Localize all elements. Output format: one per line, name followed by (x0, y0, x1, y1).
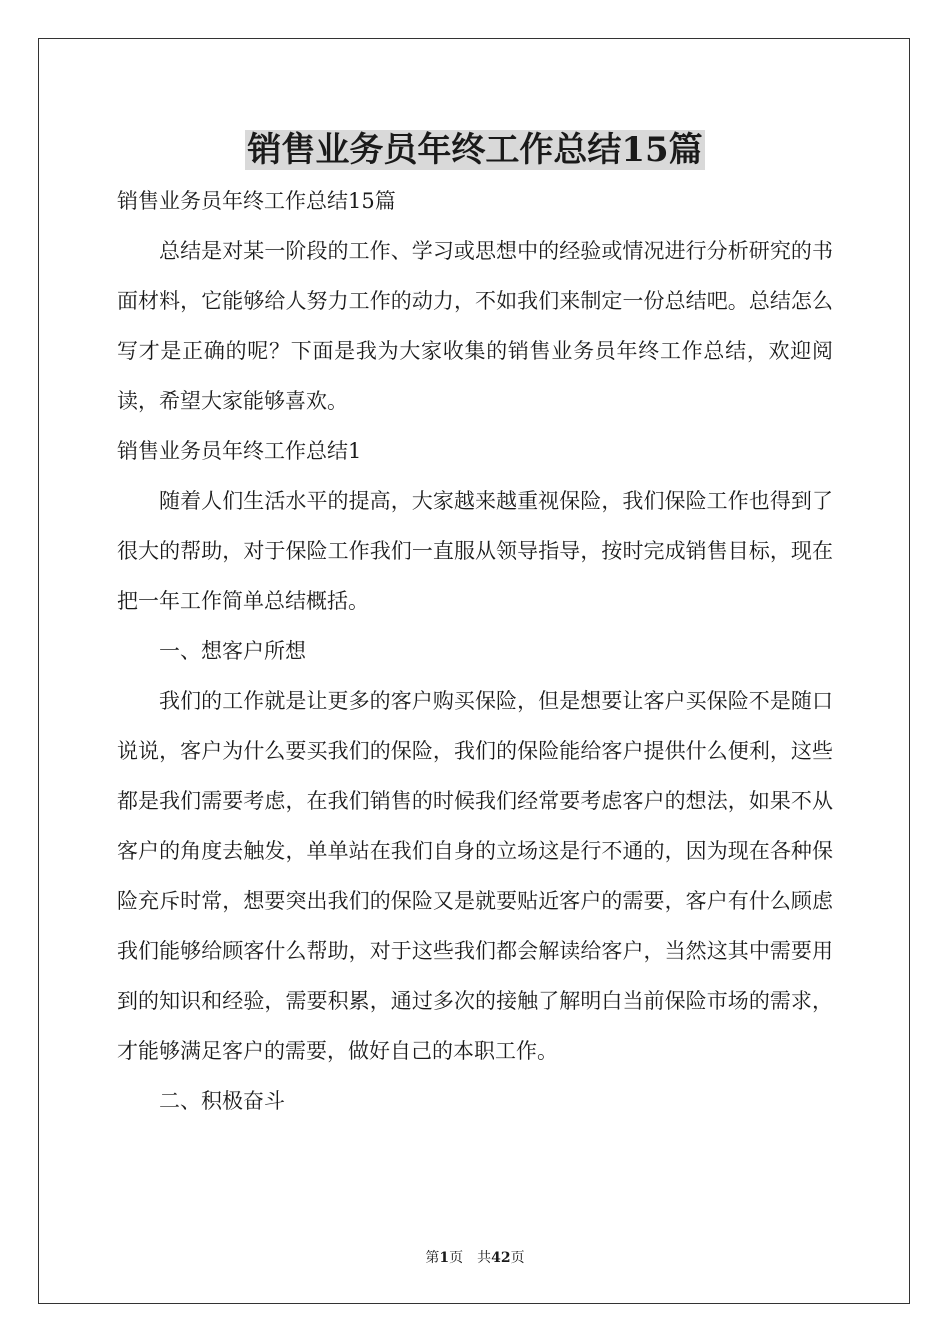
document-body (117, 176, 833, 1126)
page-label: 页 共 (449, 1250, 492, 1266)
section-title: 销售业务员年终工作总结1 (117, 439, 362, 463)
body-paragraph: 我们的工作就是让更多的客户购买保险，但是想要让客户买保险不是随口说说，客户为什么要买我们的保险，我们的保险能给客户提供什么便利，这些都是我们需要考虑，在我们销售的时候我们经常要考虑客户的想法，如果不从客户的角度去触发，单单站在我们自身的立场这是行不通的，因为现在各种保险充斥时常，想要突出我们的保险又是就要贴近客户的需要，客户有什么顾虑我们能够给顾客什么帮助，对于这些我们都会解读给客户，当然这其中需要用到的知识和经验，需要积累，通过多次的接触了解明白当前保险市场的需求，才能够满足客户的需要，做好自己的本职工作。 (117, 689, 833, 1063)
page-label: 第 (425, 1250, 440, 1266)
document-title-text: 销售业务员年终工作总结15篇 (247, 130, 703, 170)
page-total: 42 (491, 1250, 511, 1266)
document-subtitle: 销售业务员年终工作总结15篇 (117, 189, 396, 213)
body-paragraph: 随着人们生活水平的提高，大家越来越重视保险，我们保险工作也得到了很大的帮助，对于保险工作我们一直服从领导指导，按时完成销售目标，现在把一年工作简单总结概括。 (117, 489, 833, 613)
section-heading: 一、想客户所想 (159, 639, 306, 663)
section-heading: 二、积极奋斗 (159, 1089, 285, 1113)
page-number: 1 (439, 1250, 450, 1266)
document-title (0, 128, 950, 172)
page-label: 页 (510, 1250, 525, 1266)
intro-paragraph: 总结是对某一阶段的工作、学习或思想中的经验或情况进行分析研究的书面材料，它能够给人努力工作的动力，不如我们来制定一份总结吧。总结怎么写才是正确的呢？下面是我为大家收集的销售业务员年终工作总结，欢迎阅读，希望大家能够喜欢。 (117, 239, 833, 413)
page-footer (0, 1248, 950, 1268)
